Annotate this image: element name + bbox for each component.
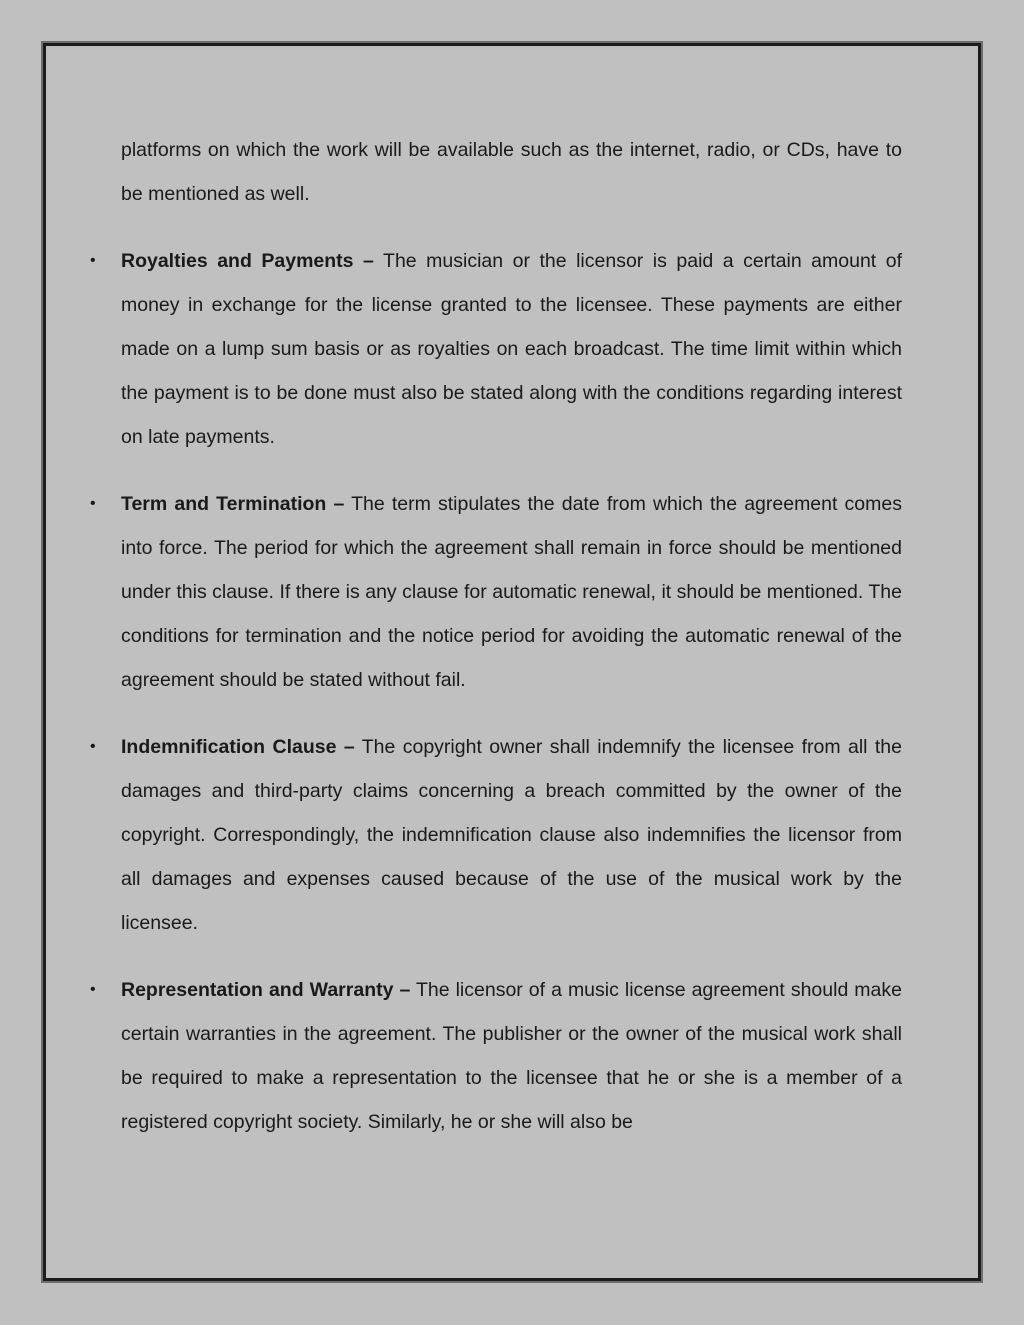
bullet-icon: •: [90, 495, 96, 512]
list-item-text: The term stipulates the date from which the agreement comes into force. The period for which the agreement shall remain in force should be mentioned under this clause. If there is any clause for automatic renewal, it should be mentioned. The conditions for termination and the notice period for avoiding the automatic renewal of the agreement should be stated without fail.: [121, 493, 902, 691]
list-item-term: [90, 482, 902, 702]
list-item-heading: Royalties and Payments –: [121, 250, 374, 272]
document-body: [90, 128, 902, 1144]
list-item-heading: Indemnification Clause –: [121, 736, 355, 758]
list-item-paragraph: [121, 482, 902, 702]
list-item-paragraph: [121, 968, 902, 1144]
list-item-paragraph: [121, 239, 902, 459]
list-item-heading: Term and Termination –: [121, 493, 345, 515]
list-item-text: The licensor of a music license agreement should make certain warranties in the agreement. The publisher or the owner of the musical work shall be required to make a representation to the licensee that he or she is a member of a registered copyright society. Similarly, he or she will also be: [121, 979, 902, 1133]
intro-paragraph: platforms on which the work will be available such as the internet, radio, or CDs, have to be mentioned as well.: [121, 139, 902, 205]
list-item-indemnification: [90, 725, 902, 945]
bullet-icon: •: [90, 252, 96, 269]
list-item-heading: Representation and Warranty –: [121, 979, 411, 1001]
bullet-icon: •: [90, 738, 96, 755]
list-item-text: The musician or the licensor is paid a certain amount of money in exchange for the license granted to the licensee. These payments are either made on a lump sum basis or as royalties on each broadcast. The time limit within which the payment is to be done must also be stated along with the conditions regarding interest on late payments.: [121, 250, 902, 448]
list-item-text: The copyright owner shall indemnify the licensee from all the damages and third-party claims concerning a breach committed by the owner of the copyright. Correspondingly, the indemnification clause also indemnifies the licensor from all damages and expenses caused because of the use of the musical work by the licensee.: [121, 736, 902, 934]
bullet-icon: •: [90, 981, 96, 998]
list-item-paragraph: [121, 725, 902, 945]
list-item-representation: [90, 968, 902, 1144]
list-item-royalties: [90, 239, 902, 459]
